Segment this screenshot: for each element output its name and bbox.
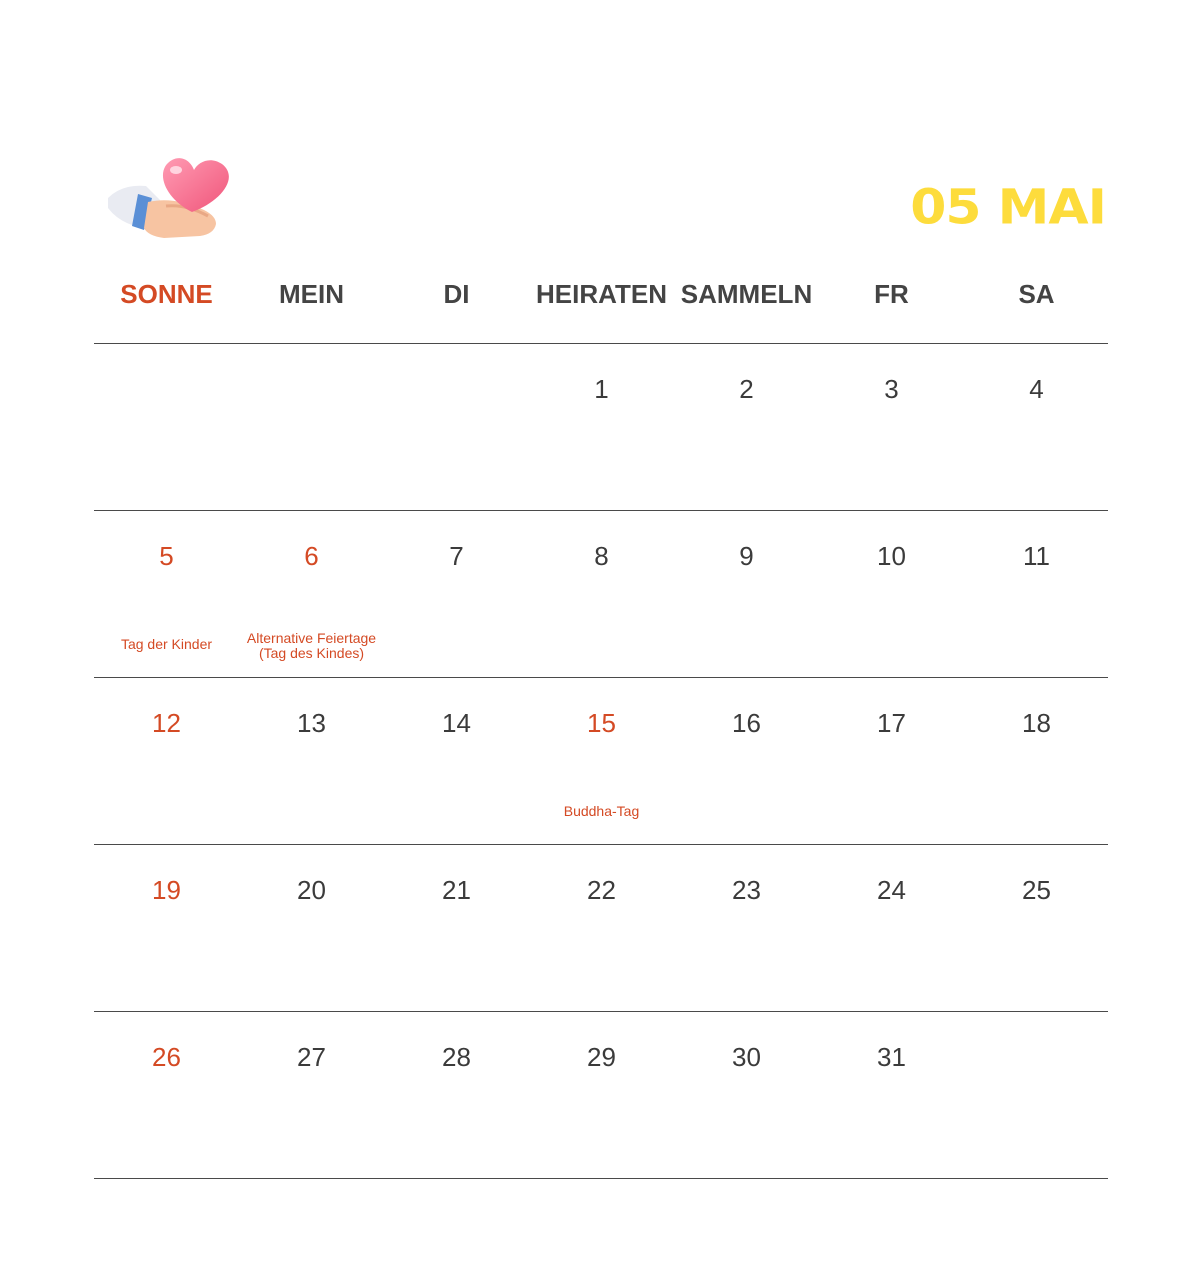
day-number: 16 [732,708,761,738]
day-number: 1 [594,374,609,404]
day-cell[interactable] [239,511,384,677]
day-cell[interactable] [819,511,964,677]
day-number: 20 [297,875,326,905]
day-number: 7 [449,541,464,571]
day-cell[interactable] [819,344,964,510]
day-number: 28 [442,1042,471,1072]
weekday-label: SA [1018,279,1055,309]
day-number: 22 [587,875,616,905]
day-cell[interactable] [529,845,674,1011]
day-cell[interactable] [529,678,674,844]
day-number: 5 [159,541,174,571]
day-cell[interactable] [529,1012,674,1178]
day-cell[interactable] [94,845,239,1011]
day-cell[interactable] [239,1012,384,1178]
holiday-note-line: Alternative Feiertage [246,630,377,646]
day-cell[interactable] [529,344,674,510]
holiday-note [529,804,674,819]
weekday-label: FR [874,279,909,309]
day-number: 30 [732,1042,761,1072]
day-number: 2 [739,374,754,404]
day-cell[interactable] [529,511,674,677]
day-cell[interactable] [94,678,239,844]
holiday-note [239,631,384,661]
calendar-grid [94,343,1108,1178]
weekday-label: SONNE [120,279,213,309]
row-divider [94,1178,1108,1179]
day-cell[interactable] [384,845,529,1011]
day-cell[interactable] [384,678,529,844]
day-number: 8 [594,541,609,571]
day-number: 17 [877,708,906,738]
day-cell[interactable] [964,845,1109,1011]
day-cell[interactable] [964,511,1109,677]
weekday-label: SAMMELN [680,279,813,309]
day-cell[interactable] [819,678,964,844]
day-number: 21 [442,875,471,905]
weekday-label: MEIN [279,279,344,309]
day-cell[interactable] [674,511,819,677]
day-cell [964,1012,1109,1178]
holiday-note-line: (Tag des Kindes) [258,645,365,661]
holiday-note [94,637,239,652]
day-number: 4 [1029,374,1044,404]
day-number: 18 [1022,708,1051,738]
day-cell[interactable] [94,511,239,677]
holiday-note-line: Tag der Kinder [120,636,213,652]
day-cell[interactable] [819,1012,964,1178]
day-cell [239,344,384,510]
day-cell[interactable] [239,678,384,844]
day-number: 23 [732,875,761,905]
day-number: 14 [442,708,471,738]
day-cell[interactable] [384,511,529,677]
weekday-header [94,270,1108,318]
page-title: 05 MAI [910,180,1106,236]
day-number: 3 [884,374,899,404]
day-number: 10 [877,541,906,571]
day-number: 19 [152,875,181,905]
day-cell[interactable] [964,344,1109,510]
day-cell[interactable] [239,845,384,1011]
day-cell[interactable] [674,1012,819,1178]
day-cell[interactable] [819,845,964,1011]
day-number: 25 [1022,875,1051,905]
day-number: 12 [152,708,181,738]
day-number: 31 [877,1042,906,1072]
day-number: 9 [739,541,754,571]
day-cell [94,344,239,510]
day-cell[interactable] [384,1012,529,1178]
day-number: 6 [304,541,319,571]
weekday-label: HEIRATEN [536,279,667,309]
day-cell[interactable] [964,678,1109,844]
day-number: 11 [1023,541,1050,571]
holiday-note-line: Buddha-Tag [563,803,640,819]
day-number: 27 [297,1042,326,1072]
day-cell[interactable] [94,1012,239,1178]
day-number: 29 [587,1042,616,1072]
day-cell[interactable] [674,845,819,1011]
day-number: 24 [877,875,906,905]
day-number: 13 [297,708,326,738]
heart-in-hand-icon [104,150,236,246]
day-cell [384,344,529,510]
day-cell[interactable] [674,678,819,844]
weekday-label: DI [443,279,470,309]
day-number: 15 [587,708,616,738]
day-cell[interactable] [674,344,819,510]
day-number: 26 [152,1042,181,1072]
